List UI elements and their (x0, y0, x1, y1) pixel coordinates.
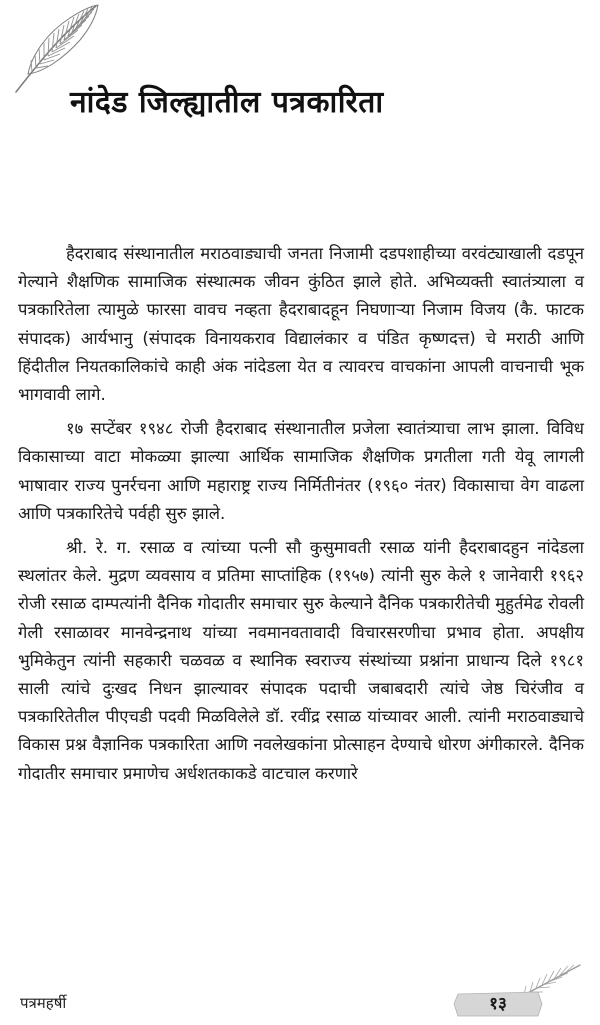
paragraph-1: हैदराबाद संस्थानातील मराठवाड्याची जनता निजामी दडपशाहीच्या वरवंट्याखाली दडपून गेल्याने शैक्षणिक सामाजिक संस्थात्मक जीवन कुंठित झाले होते. अभिव्यक्ती स्वातंत्र्याला व पत्रकारितेला त्यामुळे फारसा वावच नव्हता हैदराबादहून निघणाऱ्या निजाम विजय (कै. फाटक संपादक) आर्यभानु (संपादक विनायकराव विद्यालंकार व पंडित कृष्णदत्त) चे मराठी आणि हिंदीतील नियतकालिकांचे काही अंक नांदेडला येत व त्यावरच वाचकांना आपली वाचनाची भूक भागवावी लागे. (18, 244, 584, 405)
paragraph-3: श्री. रे. ग. रसाळ व त्यांच्या पत्नी सौ कुसुमावती रसाळ यांनी हैदराबादहुन नांदेडला स्थलांतर केले. मुद्रण व्यवसाय व प्रतिमा साप्तांहिक (१९५७) त्यांनी सुरु केले १ जानेवारी १९६२ रोजी रसाळ दाम्पत्यांनी दैनिक गोदातीर समाचार सुरु केल्याने दैनिक पत्रकारीतेची मुहुर्तमेढ रोवली गेली रसाळावर मानवेन्द्रनाथ यांच्या नवमानवतावादी विचारसरणीचा प्रभाव होता. अपक्षीय भुमिकेतुन त्यांनी सहकारी चळवळ व स्थानिक स्वराज्य संस्थांच्या प्रश्नांना प्राधान्य दिले १९८१ साली त्यांचे दुःखद निधन झाल्यावर संपादक पदाची जबाबदारी त्यांचे जेष्ठ चिरंजीव व पत्रकारितेतील पीएचडी पदवी मिळविलेले डॉ. रवींद्र रसाळ यांच्यावर आली. त्यांनी मराठवाड्याचे विकास प्रश्न वैज्ञानिक पत्रकारिता आणि नवलेखकांना प्रोत्साहन देण्याचे धोरण अंगीकारले. दैनिक गोदातीर समाचार प्रमाणेच अर्धशतकाकडे वाटचाल करणारे (18, 538, 584, 783)
article-body (18, 240, 584, 794)
book-title-footer: पत्रमहर्षी (20, 994, 67, 1012)
paragraph-2: १७ सप्टेंबर १९४८ रोजी हैदराबाद संस्थानातील प्रजेला स्वातंत्र्याचा लाभ झाला. विविध विकासाच्या वाटा मोकळ्या झाल्या आर्थिक सामाजिक शैक्षणिक प्रगतीला गती येवू लागली भाषावार राज्य पुनर्रचना आणि महाराष्ट्र राज्य निर्मितीनंतर (१९६० नंतर) विकासाचा वेग वाढला आणि पत्रकारितेचे पर्वही सुरु झाले. (18, 419, 584, 523)
page-number: १३ (489, 994, 507, 1014)
page-title: नांदेड जिल्ह्यातील पत्रकारिता (70, 85, 384, 120)
